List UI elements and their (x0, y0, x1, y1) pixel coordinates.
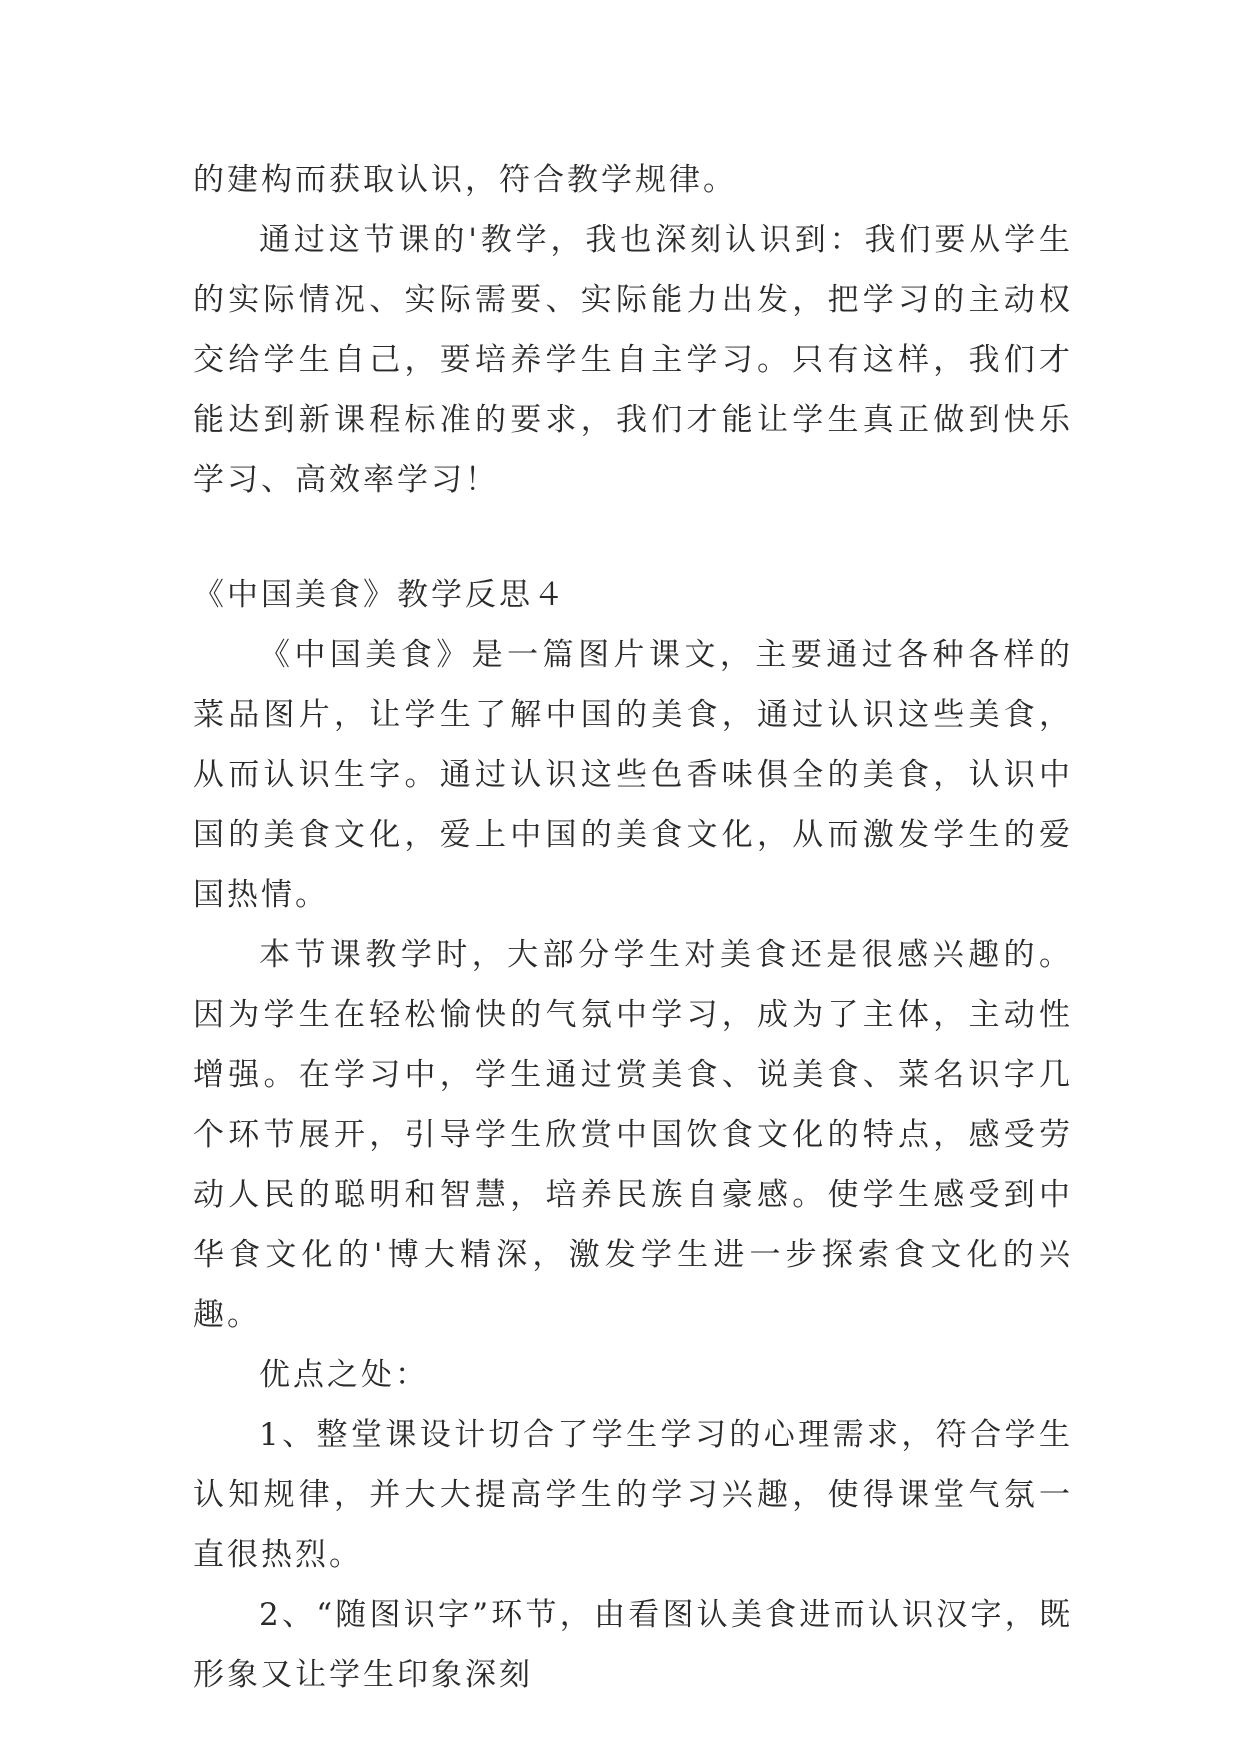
section-4 (193, 565, 1073, 1705)
reflection-paragraph: 通过这节课的'教学，我也深刻认识到：我们要从学生的实际情况、实际需要、实际能力出发，把学习的主动权交给学生自己，要培养学生自主学习。只有这样，我们才能达到新课程标准的要求，我们才能让学生真正做到快乐学习、高效率学习！ (193, 222, 1073, 498)
body-paragraph-2: 本节课教学时，大部分学生对美食还是很感兴趣的。因为学生在轻松愉快的气氛中学习，成为了主体，主动性增强。在学习中，学生通过赏美食、说美食、菜名识字几个环节展开，引导学生欣赏中国饮食文化的特点，感受劳动人民的聪明和智慧，培养民族自豪感。使学生感受到中华食文化的'博大精深，激发学生进一步探索食文化的兴趣。 (193, 937, 1073, 1333)
section-title: 《中国美食》教学反思４ (193, 577, 567, 613)
strength-item-1: 1、整堂课设计切合了学生学习的心理需求，符合学生认知规律，并大大提高学生的学习兴趣，使得课堂气氛一直很热烈。 (193, 1417, 1073, 1573)
section-previous (193, 150, 1073, 510)
strengths-heading: 优点之处： (259, 1357, 429, 1393)
body-paragraph-1: 《中国美食》是一篇图片课文，主要通过各种各样的菜品图片，让学生了解中国的美食，通过认识这些美食，从而认识生字。通过认识这些色香味俱全的美食，认识中国的美食文化，爱上中国的美食文化，从而激发学生的爱国热情。 (193, 637, 1073, 913)
continuation-paragraph: 的建构而获取认识，符合教学规律。 (193, 162, 737, 198)
strength-item-2: 2、“随图识字”环节，由看图认美食进而认识汉字，既形象又让学生印象深刻 (193, 1597, 1073, 1693)
